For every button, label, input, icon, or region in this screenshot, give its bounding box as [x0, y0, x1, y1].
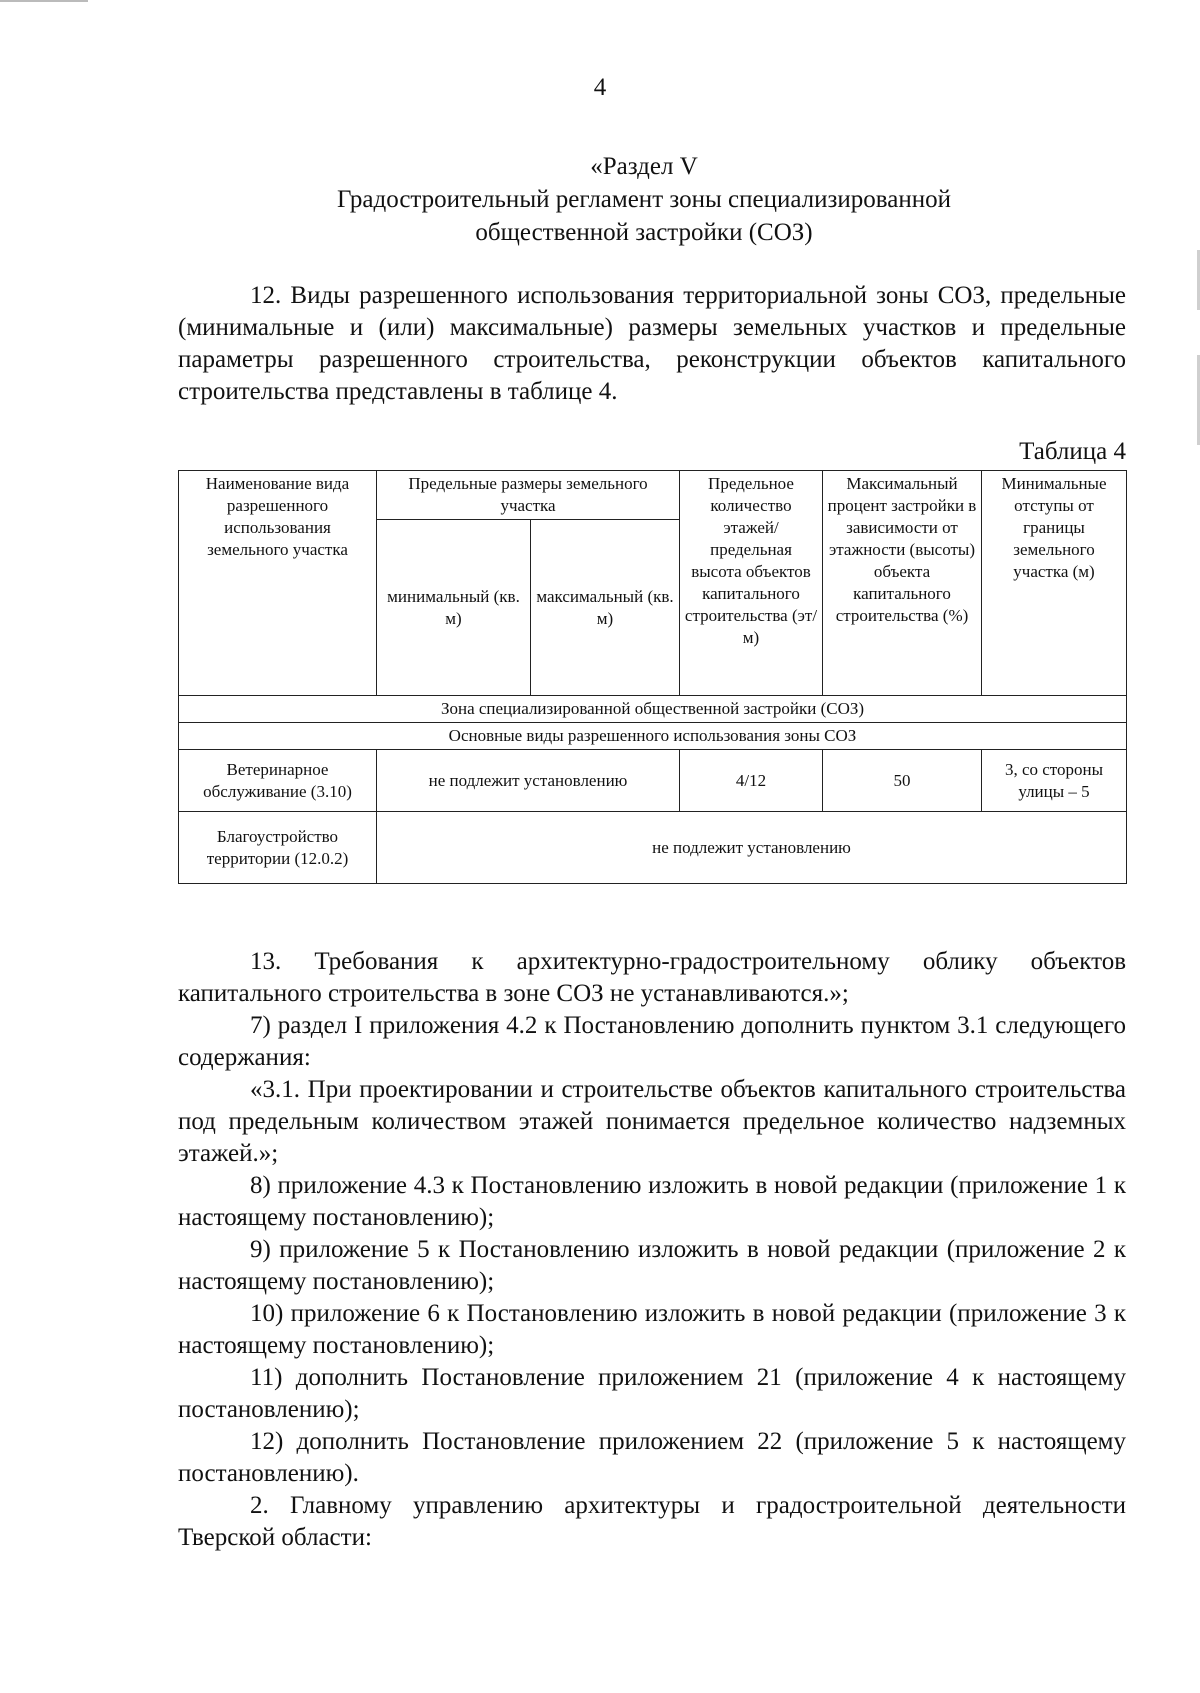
header-min: минимальный (кв. м) [377, 520, 531, 696]
header-plot-size: Предельные размеры земельного участка [377, 471, 680, 520]
row-name: Ветеринарное обслуживание (3.10) [179, 750, 377, 812]
main-uses-row: Основные виды разрешенного использования зоны СОЗ [179, 723, 1127, 750]
zone-title-row: Зона специализированной общественной застройки (СОЗ) [179, 696, 1127, 723]
row-plot-size: не подлежит установлению [377, 750, 680, 812]
paragraph-point-2: 2. Главному управлению архитектуры и градостроительной деятельности Тверской области: [178, 1492, 1126, 1551]
paragraph-12: 12. Виды разрешенного использования территориальной зоны СОЗ, предельные (минимальные и (или) максимальные) размеры земельных участков и предельные параметры разрешенного строительства, реконструкции объектов капитального строительства представлены в таблице 4. [178, 282, 1126, 405]
header-max-percent: Максимальный процент застройки в зависимости от этажности (высоты) объекта капитального строительства (%) [823, 471, 982, 696]
heading-line-1: «Раздел V [590, 153, 698, 180]
heading-line-3: общественной застройки (СОЗ) [475, 219, 813, 246]
paragraph-item-12: 12) дополнить Постановление приложением 22 (приложение 5 к настоящему постановлению). [178, 1428, 1126, 1487]
row-merged: не подлежит установлению [377, 812, 1127, 884]
table-row [179, 750, 1127, 812]
regulation-table [178, 470, 1127, 884]
page-number: 4 [593, 74, 607, 101]
row-name: Благоустройство территории (12.0.2) [179, 812, 377, 884]
table-caption: Таблица 4 [1019, 438, 1126, 465]
section-heading [170, 150, 1118, 249]
paragraph-item-10: 10) приложение 6 к Постановлению изложить в новой редакции (приложение 3 к настоящему постановлению); [178, 1300, 1126, 1359]
header-floors: Предельное количество этажей/ предельная высота объектов капитального строительства (эт/м) [680, 471, 823, 696]
scan-edge-mark [0, 0, 88, 2]
paragraph-13: 13. Требования к архитектурно-градостроительному облику объектов капитального строительства в зоне СОЗ не устанавливаются.»; [178, 948, 1126, 1007]
paragraph-item-7: 7) раздел I приложения 4.2 к Постановлению дополнить пунктом 3.1 следующего содержания: [178, 1012, 1126, 1071]
header-max: максимальный (кв. м) [531, 520, 680, 696]
table-row [179, 812, 1127, 884]
row-floors: 4/12 [680, 750, 823, 812]
paragraph-item-8: 8) приложение 4.3 к Постановлению изложить в новой редакции (приложение 1 к настоящему постановлению); [178, 1172, 1126, 1231]
row-percent: 50 [823, 750, 982, 812]
paragraph-item-9: 9) приложение 5 к Постановлению изложить в новой редакции (приложение 2 к настоящему постановлению); [178, 1236, 1126, 1295]
paragraph-quote-3-1: «3.1. При проектировании и строительстве объектов капитального строительства под предельным количеством этажей понимается предельное количество надземных этажей.»; [178, 1076, 1126, 1167]
paragraph-item-11: 11) дополнить Постановление приложением 21 (приложение 4 к настоящему постановлению); [178, 1364, 1126, 1423]
header-name: Наименование вида разрешенного использования земельного участка [179, 471, 377, 696]
heading-line-2: Градостроительный регламент зоны специализированной [337, 186, 951, 213]
row-setbacks: 3, со стороны улицы – 5 [982, 750, 1127, 812]
header-setbacks: Минимальные отступы от границы земельного участка (м) [982, 471, 1127, 696]
